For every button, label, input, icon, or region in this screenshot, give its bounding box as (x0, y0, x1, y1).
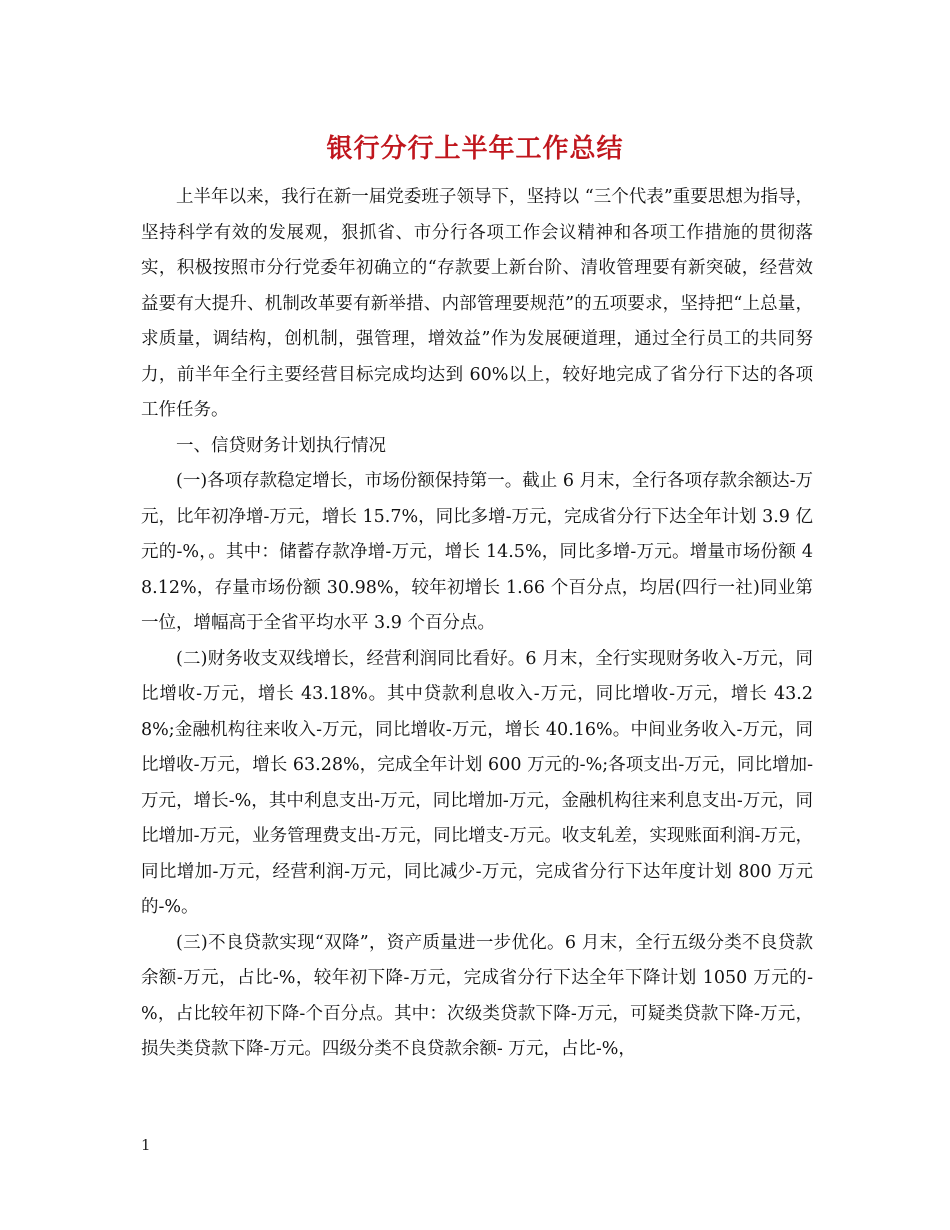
document-body (141, 180, 813, 1068)
page-number: 1 (141, 1136, 151, 1154)
paragraph-deposits: (一)各项存款稳定增长，市场份额保持第一。截止 6 月末，全行各项存款余额达-万元，比年初净增-万元，增长 15.7%，同比多增-万元，完成省分行下达全年计划 3.9 亿元的-%，。其中：储蓄存款净增-万元，增长 14.5%，同比多增-万元。增量市场份额 48.12%，存量市场份额 30.98%，较年初增长 1.66 个百分点，均居(四行一社)同业第一位，增幅高于全省平均水平 3.9 个百分点。 (141, 471, 813, 633)
paragraph-nonperforming-loans: (三)不良贷款实现“双降”，资产质量进一步优化。6 月末，全行五级分类不良贷款余额-万元，占比-%，较年初下降-万元，完成省分行下达全年下降计划 1050 万元的-%，占比较年初下降-个百分点。其中：次级类贷款下降-万元，可疑类贷款下降-万元，损失类贷款下降-万元。四级分类不良贷款余额- 万元，占比-%， (141, 932, 813, 1059)
section-heading-credit-finance: 一、信贷财务计划执行情况 (176, 435, 386, 456)
paragraph-intro: 上半年以来，我行在新一届党委班子领导下，坚持以 “三个代表”重要思想为指导，坚持科学有效的发展观，狠抓省、市分行各项工作会议精神和各项工作措施的贯彻落实，积极按照市分行党委年初确立的“存款要上新台阶、清收管理要有新突破，经营效益要有大提升、机制改革要有新举措、内部管理要规范”的五项要求，坚持把“上总量，求质量，调结构，创机制，强管理，增效益”作为发展硬道理，通过全行员工的共同努力，前半年全行主要经营目标完成均达到 60%以上，较好地完成了省分行下达的各项工作任务。 (141, 187, 813, 420)
paragraph-finance-income: (二)财务收支双线增长，经营利润同比看好。6 月末，全行实现财务收入-万元，同比增收-万元，增长 43.18%。其中贷款利息收入-万元，同比增收-万元，增长 43.28%;金融机构往来收入-万元，同比增收-万元，增长 40.16%。中间业务收入-万元，同比增收-万元，增长 63.28%，完成全年计划 600 万元的-%;各项支出-万元，同比增加-万元，增长-%，其中利息支出-万元，同比增加-万元，金融机构往来利息支出-万元，同比增加-万元，业务管理费支出-万元，同比增支-万元。收支轧差，实现账面利润-万元，同比增加-万元，经营利润-万元，同比减少-万元，完成省分行下达年度计划 800 万元的-%。 (141, 648, 813, 917)
document-title: 银行分行上半年工作总结 (326, 134, 624, 164)
